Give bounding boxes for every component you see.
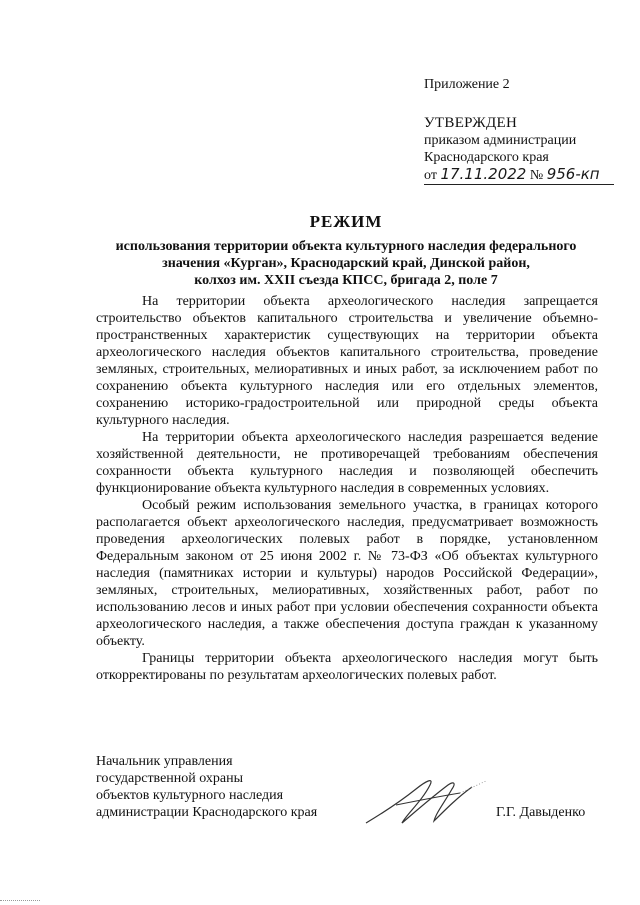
number-prefix: № (529, 168, 544, 183)
document-title: РЕЖИМ (309, 212, 383, 231)
body-paragraph-4: Границы территории объекта археологического наследия могут быть откорректированы по результатам археологических полевых работ. (96, 651, 598, 683)
signatory-line-2: государственной охраны (96, 771, 244, 786)
signatory-line-3: объектов культурного наследия (96, 788, 284, 803)
signatory-position (96, 753, 376, 821)
date-prefix: от (424, 168, 437, 183)
document-subtitle-1: использования территории объекта культурного наследия федерального (115, 239, 577, 254)
approval-line-2: Краснодарского края (424, 150, 549, 165)
body-paragraph-2: На территории объекта археологического наследия разрешается ведение хозяйственной деятельности, не противоречащей требованиям обеспечения сохранности объекта культурного наследия и позволяющей обеспечить функционирование объекта культурного наследия в современных условиях. (96, 430, 598, 496)
document-body (96, 293, 598, 684)
scan-edge-dots (0, 900, 40, 903)
body-paragraph-1: На территории объекта археологического наследия запрещается строительство объектов капитального строительства и увеличение объемно-пространственных характеристик существующих на территории объекта археологического наследия объектов капитального строительства, проведение земляных, строительных, мелиоративных и иных работ, за исключением работ по сохранению объекта культурного наследия или его отдельных элементов, сохранению историко-градостроительной или природной среды объекта культурного наследия. (96, 294, 598, 428)
date-value: 17.11.2022 (440, 165, 527, 183)
document-subtitle-2: значения «Курган», Краснодарский край, Динской район, (162, 256, 530, 271)
approved-label: УТВЕРЖДЕН (424, 115, 518, 131)
appendix-label: Приложение 2 (424, 77, 510, 92)
signature-block (96, 753, 606, 821)
approval-date-line (424, 166, 614, 185)
approval-stamp-block (424, 76, 624, 185)
document-subtitle-3: колхоз им. XXII съезда КПСС, бригада 2, поле 7 (194, 273, 498, 288)
handwritten-signature (356, 771, 496, 831)
signatory-line-1: Начальник управления (96, 754, 233, 769)
signatory-line-4: администрации Краснодарского края (96, 805, 318, 820)
approval-line-1: приказом администрации (424, 133, 577, 148)
number-value: 956-кп (546, 165, 600, 183)
signatory-name: Г.Г. Давыденко (496, 805, 586, 820)
body-paragraph-3: Особый режим использования земельного участка, в границах которого располагается объект археологического наследия, предусматривает возможность проведения археологических полевых работ в порядке, установленном Федеральным законом от 25 июня 2002 г. № 73-ФЗ «Об объектах культурного наследия (памятниках истории и культуры) народов Российской Федерации», земляных, строительных, мелиоративных, хозяйственных работ, работ по использованию лесов и иных работ при условии обеспечения сохранности объекта археологического наследия, а также обеспечения доступа граждан к указанному объекту. (96, 498, 598, 649)
title-block (96, 212, 596, 289)
